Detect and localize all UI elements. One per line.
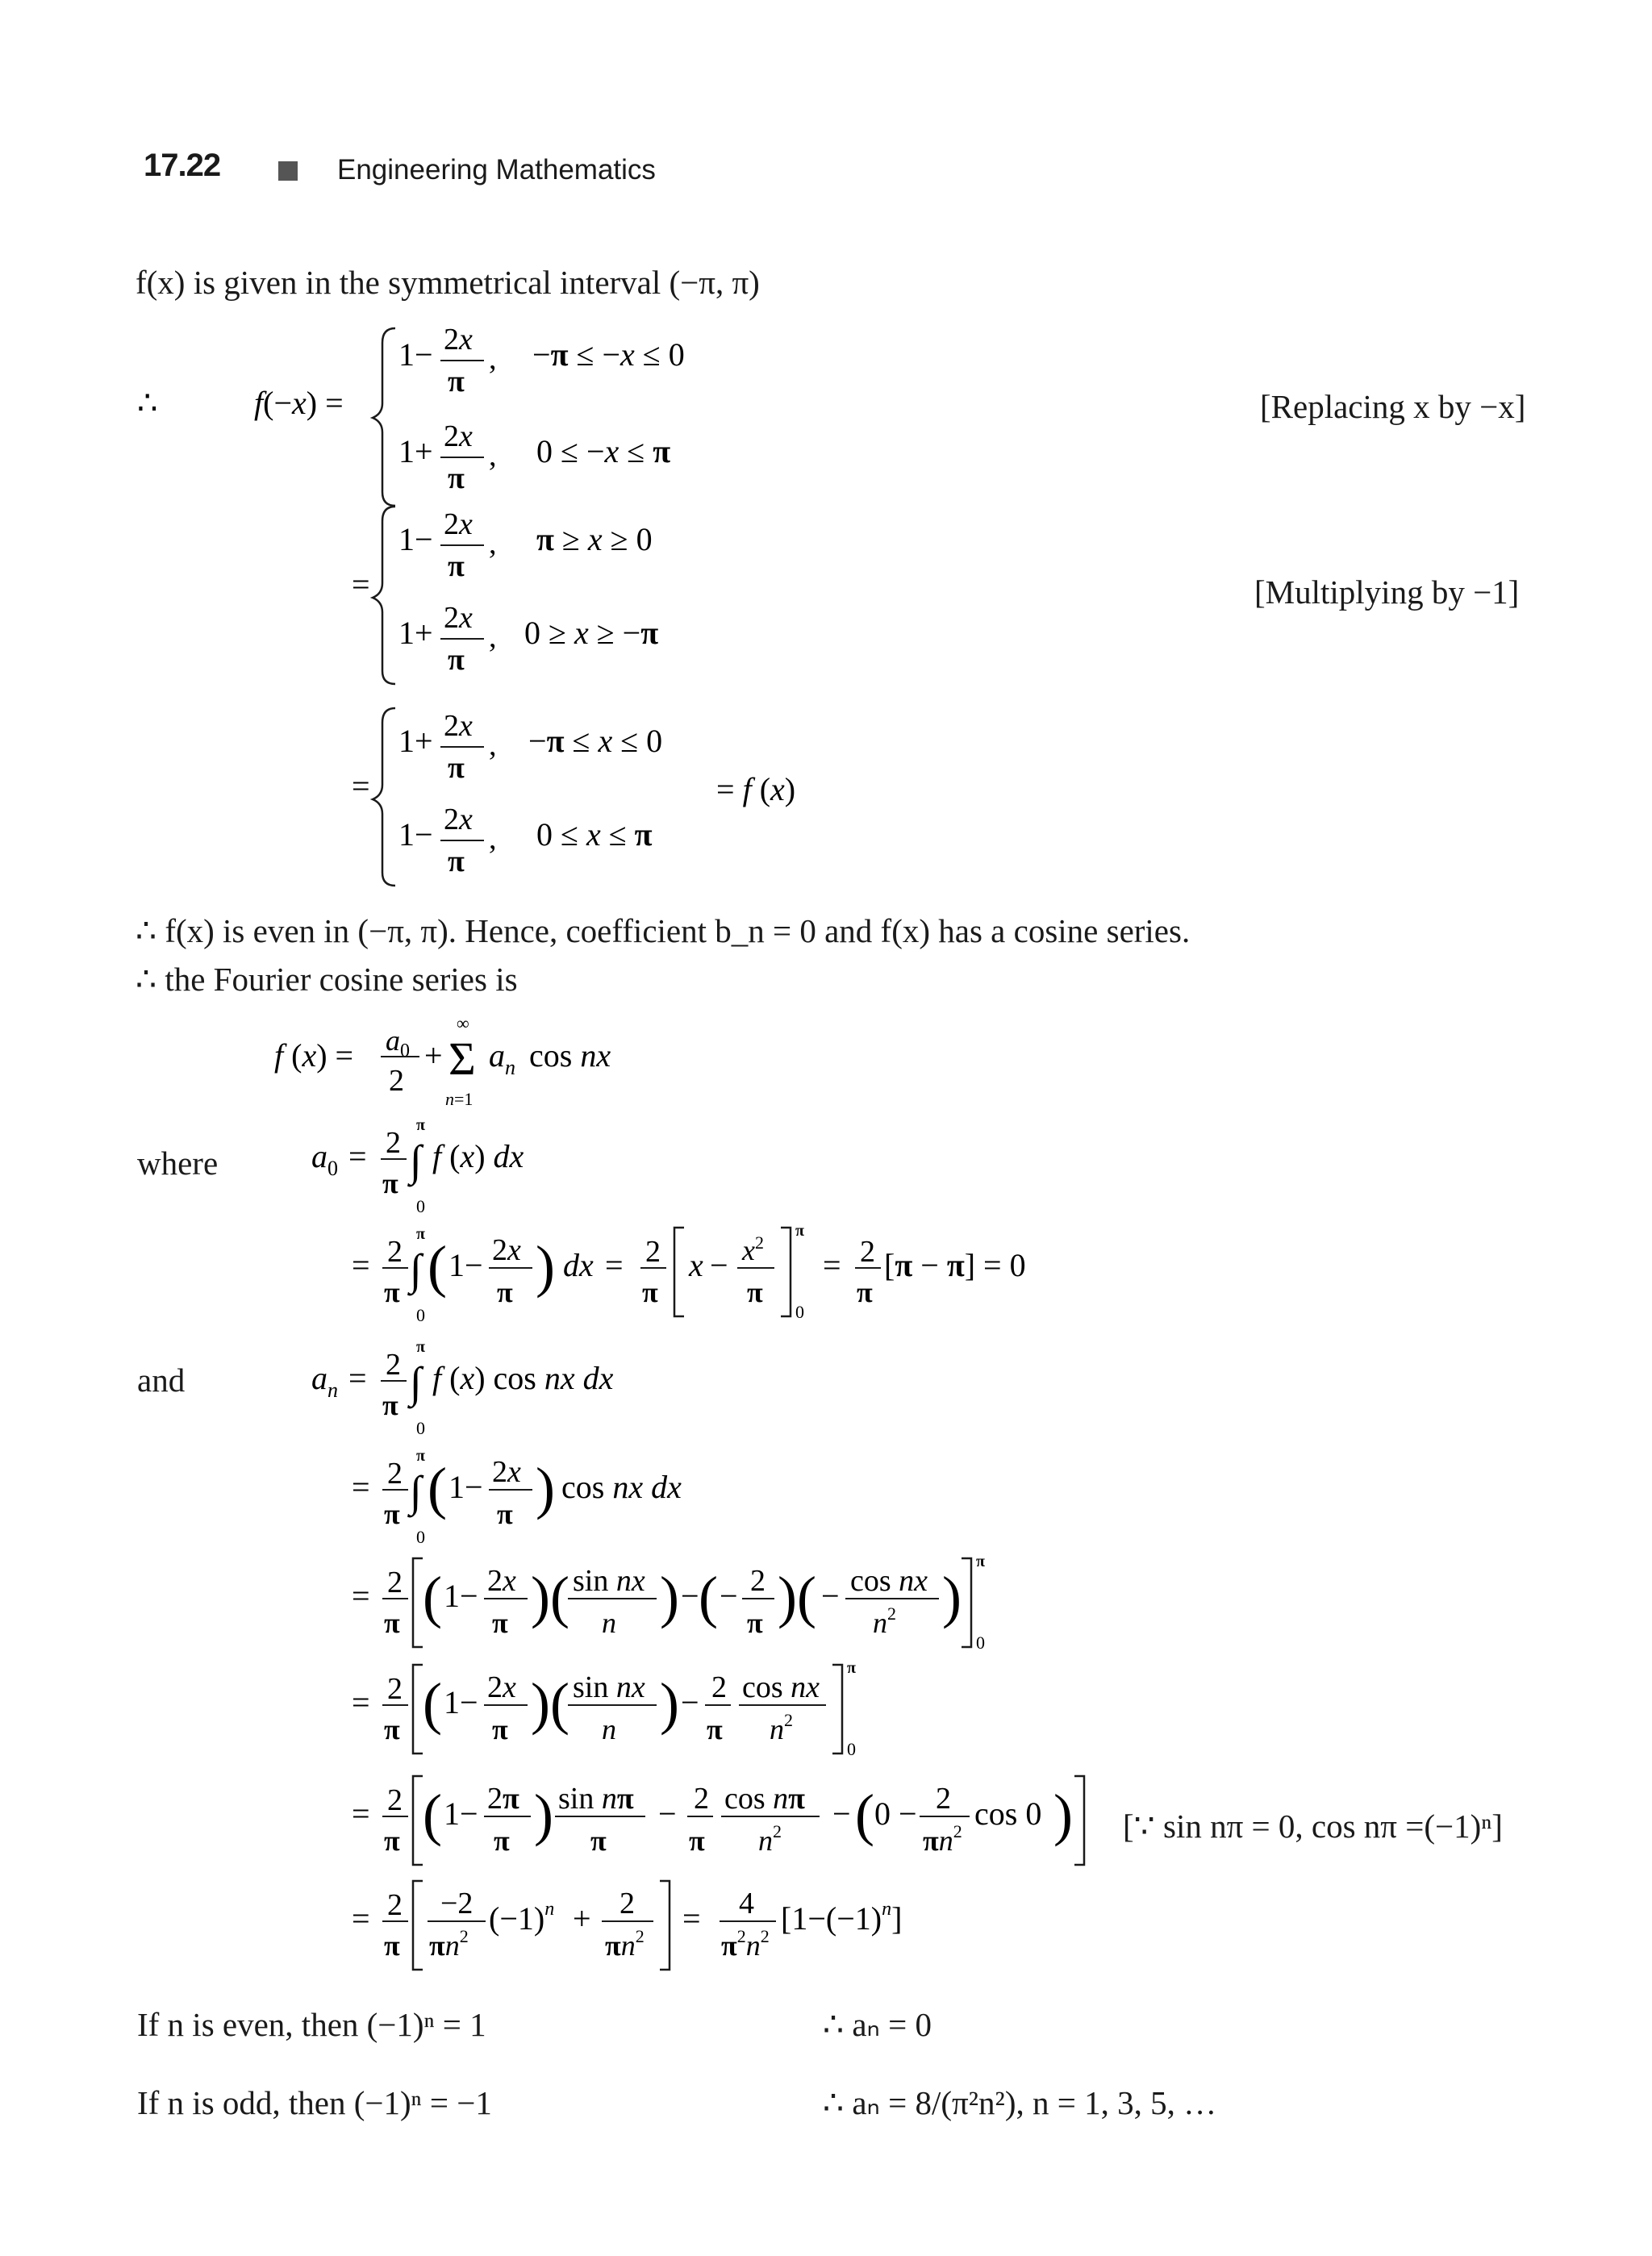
svg-text:2x: 2x — [487, 1564, 516, 1598]
equation-an-step4 — [339, 1766, 1113, 1879]
svg-text:): ) — [942, 1565, 962, 1629]
svg-text:n: n — [602, 1607, 616, 1639]
svg-text:dx: dx — [563, 1247, 594, 1283]
svg-text:0: 0 — [795, 1302, 804, 1322]
svg-text:π: π — [492, 1607, 508, 1639]
svg-text:): ) — [660, 1565, 679, 1629]
svg-text:πn2: $\pi n^2$ — [923, 1821, 962, 1857]
svg-text:n=1: n=1 — [445, 1089, 473, 1109]
svg-text:0: 0 — [416, 1418, 425, 1438]
svg-text:1−: 1− — [398, 816, 433, 853]
svg-text:cos 0: cos 0 — [974, 1795, 1042, 1832]
svg-text:): ) — [1053, 1783, 1073, 1847]
svg-text:π: π — [492, 1713, 508, 1745]
svg-text:−: − — [658, 1795, 677, 1832]
header-square-icon — [278, 161, 298, 181]
svg-text:2x: 2x — [444, 419, 473, 453]
svg-text:2: 2 — [386, 1126, 401, 1160]
svg-text:cos nx: cos nx — [529, 1037, 611, 1074]
svg-text:2: 2 — [387, 1672, 403, 1706]
svg-text:π: π — [448, 751, 465, 785]
case-odd-result: ∴ aₙ = 8/(π²n²), n = 1, 3, 5, … — [823, 2084, 1217, 2121]
svg-text:): ) — [660, 1671, 679, 1736]
svg-text:0: 0 — [847, 1739, 856, 1759]
svg-text:π: π — [416, 1225, 425, 1243]
svg-text:2: 2 — [750, 1564, 766, 1598]
svg-text:π: π — [448, 643, 465, 677]
svg-text:π ≥ x ≥ 0: π ≥ x ≥ 0 — [536, 521, 653, 557]
svg-text:2: 2 — [387, 1457, 403, 1491]
equation-multiplied — [339, 500, 742, 694]
svg-text:2: 2 — [711, 1670, 727, 1704]
svg-text:cos nx: cos nx — [850, 1564, 928, 1598]
running-title: Engineering Mathematics — [337, 154, 656, 186]
svg-text:π: π — [416, 1117, 425, 1134]
svg-text:n2: $n^2$ — [770, 1710, 793, 1745]
svg-text:1−: 1− — [444, 1795, 478, 1832]
svg-text:π: π — [384, 1607, 400, 1639]
svg-text:1+: 1+ — [398, 723, 433, 759]
svg-text:π: π — [448, 461, 465, 495]
svg-text:π: π — [497, 1498, 513, 1530]
svg-text:=: = — [352, 566, 370, 603]
svg-text:=: = — [605, 1247, 624, 1283]
svg-text:,: , — [489, 728, 497, 762]
svg-text:0 ≤ x ≤ π: 0 ≤ x ≤ π — [536, 816, 653, 853]
svg-text:an: $a_n$ — [489, 1037, 515, 1079]
svg-text:π: π — [976, 1553, 985, 1570]
svg-text:2: 2 — [387, 1235, 403, 1269]
svg-text:π: π — [384, 1713, 400, 1745]
svg-text:1−: 1− — [448, 1247, 483, 1283]
svg-text:π: π — [747, 1276, 763, 1308]
svg-text:=: = — [352, 1247, 370, 1283]
svg-text:f (x) dx: f (x) dx — [432, 1138, 524, 1174]
svg-text:∫: ∫ — [410, 1467, 422, 1516]
svg-text:(: ( — [423, 1671, 442, 1736]
svg-text:a0: $a_0$ — [386, 1024, 410, 1061]
svg-text:2π: 2π — [487, 1782, 519, 1816]
equation-a0-value — [339, 1218, 1065, 1331]
svg-text:(: ( — [428, 1234, 447, 1299]
svg-text:−: − — [710, 1247, 728, 1283]
svg-text:): ) — [534, 1783, 553, 1847]
svg-text:=: = — [348, 1360, 367, 1396]
note-multiplying: [Multiplying by −1] — [1254, 573, 1520, 611]
equation-an-step5 — [339, 1871, 984, 1984]
svg-text:=: = — [352, 1469, 370, 1505]
svg-text:∞: ∞ — [457, 1016, 469, 1033]
svg-text:π2n2: $\pi^2n^2$ — [721, 1926, 770, 1962]
svg-text:+: + — [424, 1037, 443, 1074]
svg-text:2x: 2x — [444, 803, 473, 836]
equation-an-step3 — [339, 1655, 903, 1768]
svg-text:2x: 2x — [492, 1233, 521, 1267]
svg-text:∫: ∫ — [410, 1245, 422, 1294]
svg-text:π: π — [795, 1222, 804, 1240]
svg-text:2: 2 — [936, 1782, 951, 1816]
svg-text:)(: )( — [531, 1671, 569, 1736]
svg-text:an: $a_n$ — [311, 1360, 338, 1402]
svg-text:2: 2 — [387, 1888, 403, 1922]
svg-text:2x: 2x — [492, 1455, 521, 1489]
svg-text:f (x) =: f (x) = — [274, 1037, 354, 1074]
svg-text:2: 2 — [389, 1064, 404, 1098]
svg-text:∫: ∫ — [410, 1136, 422, 1185]
svg-text:π: π — [847, 1659, 856, 1677]
svg-text:−: − — [720, 1578, 738, 1614]
svg-text:2: 2 — [387, 1783, 403, 1817]
svg-text:π: π — [689, 1824, 705, 1857]
page-number: 17.22 — [144, 148, 221, 183]
svg-text:π: π — [384, 1824, 400, 1857]
equation-an-step1 — [339, 1440, 742, 1553]
svg-text:1−: 1− — [444, 1684, 478, 1720]
svg-text:π: π — [448, 365, 465, 398]
svg-text:π: π — [857, 1276, 873, 1308]
svg-text:π: π — [497, 1276, 513, 1308]
svg-text:,: , — [489, 527, 497, 561]
svg-text:0 −: 0 − — [874, 1795, 917, 1832]
svg-text:−: − — [821, 1578, 840, 1614]
note-sin-cos: [∵ sin nπ = 0, cos nπ =(−1)ⁿ] — [1123, 1808, 1503, 1845]
svg-text:1+: 1+ — [398, 615, 433, 651]
svg-text:)(: )( — [778, 1565, 816, 1629]
svg-text:π: π — [448, 549, 465, 583]
svg-text:4: 4 — [739, 1887, 754, 1920]
svg-text:cos nx dx: cos nx dx — [561, 1469, 682, 1505]
svg-text:π: π — [494, 1824, 510, 1857]
intro-text: f(x) is given in the symmetrical interval (−π, π) — [136, 264, 760, 301]
svg-text:(: ( — [428, 1456, 447, 1520]
svg-text:a0: $a_0$ — [311, 1138, 338, 1180]
svg-text:1−: 1− — [398, 336, 433, 373]
conclusion-series: ∴ the Fourier cosine series is — [136, 961, 518, 998]
svg-text:(: ( — [855, 1783, 874, 1847]
svg-text:2: 2 — [860, 1235, 875, 1269]
svg-text:[π − π] = 0: [π − π] = 0 — [884, 1247, 1026, 1283]
svg-text:2: 2 — [645, 1235, 661, 1269]
svg-text:−π ≤ −x ≤ 0: −π ≤ −x ≤ 0 — [532, 336, 685, 373]
svg-text:1−: 1− — [398, 521, 433, 557]
svg-text:=: = — [352, 1684, 370, 1720]
svg-text:n2: $n^2$ — [873, 1603, 896, 1639]
label-and: and — [137, 1362, 186, 1399]
svg-text:(: ( — [699, 1565, 718, 1629]
svg-text:): ) — [536, 1234, 555, 1299]
svg-text:cos nπ: cos nπ — [724, 1782, 805, 1816]
svg-text:,: , — [489, 342, 497, 376]
svg-text:−2: −2 — [440, 1887, 473, 1920]
svg-text:,: , — [489, 439, 497, 473]
svg-text:(: ( — [423, 1783, 442, 1847]
case-even-result: ∴ aₙ = 0 — [823, 2006, 932, 2043]
svg-text:n: n — [602, 1713, 616, 1745]
svg-text:=: = — [352, 1578, 370, 1614]
svg-text:2: 2 — [694, 1782, 709, 1816]
svg-text:π: π — [382, 1167, 398, 1199]
svg-text:[1−(−1)n]: $[1-(-1)^n]$ — [781, 1899, 903, 1937]
svg-text:=: = — [352, 1900, 370, 1937]
svg-text:π: π — [448, 844, 465, 878]
svg-text:=: = — [348, 1138, 367, 1174]
svg-text:π: π — [747, 1607, 763, 1639]
equation-an-step2 — [339, 1549, 1000, 1662]
svg-text:)(: )( — [531, 1565, 569, 1629]
conclusion-even: ∴ f(x) is even in (−π, π). Hence, coefficient b_n = 0 and f(x) has a cosine series. — [136, 912, 1191, 949]
svg-text:2x: 2x — [444, 507, 473, 541]
svg-text:2x: 2x — [444, 601, 473, 635]
svg-text:,: , — [489, 822, 497, 856]
svg-text:cos nx: cos nx — [742, 1670, 820, 1704]
svg-text:2: 2 — [387, 1566, 403, 1599]
svg-text:1+: 1+ — [398, 433, 433, 469]
svg-text:−: − — [832, 1795, 851, 1832]
svg-text:0 ≥ x ≥ −π: 0 ≥ x ≥ −π — [524, 615, 659, 651]
svg-text:2x: 2x — [487, 1670, 516, 1704]
svg-text:π: π — [384, 1276, 400, 1308]
svg-text:π: π — [384, 1929, 400, 1962]
svg-text:π: π — [590, 1824, 607, 1857]
svg-text:=: = — [352, 768, 370, 804]
svg-text:0: 0 — [976, 1633, 985, 1653]
svg-text:sin nx: sin nx — [573, 1670, 645, 1704]
svg-text:= f (x): = f (x) — [716, 771, 796, 807]
svg-text:−: − — [681, 1684, 699, 1720]
svg-text:2x: 2x — [444, 709, 473, 743]
label-where: where — [137, 1145, 219, 1182]
svg-text:1−: 1− — [444, 1578, 478, 1614]
svg-text:2x: 2x — [444, 323, 473, 357]
equation-an-def — [307, 1331, 694, 1444]
svg-text:+: + — [573, 1900, 591, 1937]
svg-text:sin nπ: sin nπ — [558, 1782, 634, 1816]
svg-text:=: = — [352, 1795, 370, 1832]
svg-text:2: 2 — [386, 1348, 401, 1382]
svg-text:∫: ∫ — [410, 1358, 422, 1407]
equation-a0-def — [307, 1117, 629, 1222]
note-replacing: [Replacing x by −x] — [1260, 388, 1526, 425]
svg-text:−π ≤ x ≤ 0: −π ≤ x ≤ 0 — [528, 723, 663, 759]
svg-text:πn2: $\pi n^2$ — [605, 1926, 645, 1962]
svg-text:−: − — [681, 1578, 699, 1614]
svg-text:1−: 1− — [448, 1469, 483, 1505]
svg-text:=: = — [682, 1900, 701, 1937]
svg-text:): ) — [536, 1456, 555, 1520]
svg-text:π: π — [642, 1276, 658, 1308]
svg-text:x2: $x^2$ — [742, 1232, 764, 1266]
svg-text:0 ≤ −x ≤ π: 0 ≤ −x ≤ π — [536, 433, 671, 469]
svg-text:=: = — [823, 1247, 841, 1283]
svg-text:0: 0 — [416, 1527, 425, 1547]
equation-fourier-series — [266, 1016, 670, 1113]
svg-text:πn2: $\pi n^2$ — [429, 1926, 469, 1962]
svg-text:,: , — [489, 620, 497, 654]
svg-text:(−1)n: $(-1)^n$ — [489, 1899, 555, 1937]
svg-text:π: π — [382, 1389, 398, 1421]
svg-text:sin nx: sin nx — [573, 1564, 645, 1598]
equation-even-form — [339, 702, 823, 895]
svg-text:n2: $n^2$ — [758, 1821, 782, 1857]
svg-text:x: x — [689, 1247, 703, 1283]
svg-text:π: π — [384, 1498, 400, 1530]
svg-text:0: 0 — [416, 1305, 425, 1325]
svg-text:f (x) cos nx dx: f (x) cos nx dx — [432, 1360, 614, 1396]
svg-text:Σ: Σ — [448, 1032, 476, 1085]
svg-text:f(−x) =: f(−x) = — [254, 385, 344, 421]
svg-text:0: 0 — [416, 1196, 425, 1216]
svg-text:π: π — [416, 1338, 425, 1356]
svg-text:π: π — [416, 1447, 425, 1465]
svg-text:2: 2 — [620, 1887, 635, 1920]
svg-text:∴: ∴ — [137, 385, 158, 421]
case-odd: If n is odd, then (−1)ⁿ = −1 — [137, 2084, 492, 2121]
svg-text:(: ( — [423, 1565, 442, 1629]
svg-text:π: π — [707, 1713, 723, 1745]
case-even: If n is even, then (−1)ⁿ = 1 — [137, 2006, 486, 2043]
